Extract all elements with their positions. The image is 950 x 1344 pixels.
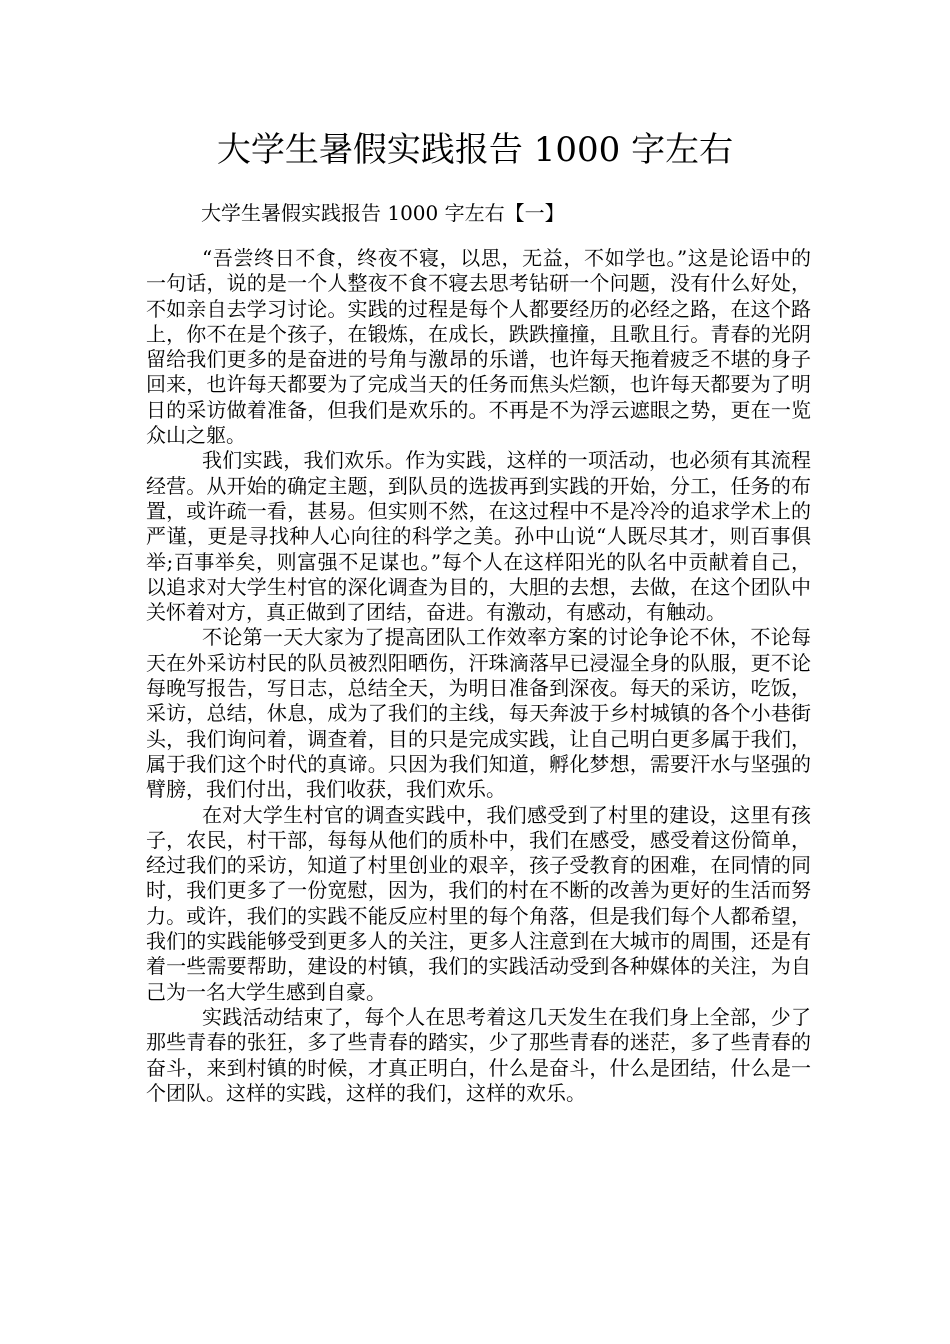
paragraph-5: 实践活动结束了，每个人在思考着这几天发生在我们身上全部，少了那些青春的张狂，多了些青春的踏实，少了那些青春的迷茫，多了些青春的奋斗，来到村镇的时候，才真正明白，什么是奋斗，什么是团结，什么是一个团队。这样的实践，这样的我们，这样的欢乐。: [146, 1004, 811, 1105]
paragraph-3: 不论第一天大家为了提高团队工作效率方案的讨论争论不休，不论每天在外采访村民的队员被烈阳晒伤，汗珠滴落早已浸湿全身的队服，更不论每晚写报告，写日志，总结全天，为明日准备到深夜。每天的采访，吃饭，采访，总结，休息，成为了我们的主线，每天奔波于乡村城镇的各个小巷街头，我们询问着，调查着，目的只是完成实践，让自己明白更多属于我们，属于我们这个时代的真谛。只因为我们知道，孵化梦想，需要汗水与坚强的臂膀，我们付出，我们收获，我们欢乐。: [146, 625, 811, 802]
paragraph-1: “吾尝终日不食，终夜不寝，以思，无益，不如学也。”这是论语中的一句话，说的是一个人整夜不食不寝去思考钻研一个问题，没有什么好处，不如亲自去学习讨论。实践的过程是每个人都要经历的必经之路，在这个路上，你不在是个孩子，在锻炼，在成长，跌跌撞撞，且歌且行。青春的光阴留给我们更多的是奋进的号角与激昂的乐谱，也许每天拖着疲乏不堪的身子回来，也许每天都要为了完成当天的任务而焦头烂额，也许每天都要为了明日的采访做着准备，但我们是欢乐的。不再是不为浮云遮眼之势，更在一览众山之躯。: [146, 246, 811, 448]
document-title: 大学生暑假实践报告 1000 字左右: [216, 130, 734, 170]
document-body: [146, 246, 811, 1106]
paragraph-4: 在对大学生村官的调查实践中，我们感受到了村里的建设，这里有孩子，农民，村干部，每每从他们的质朴中，我们在感受，感受着这份简单，经过我们的采访，知道了村里创业的艰辛，孩子受教育的困难，在同情的同时，我们更多了一份宽慰，因为，我们的村在不断的改善为更好的生活而努力。或许，我们的实践不能反应村里的每个角落，但是我们每个人都希望，我们的实践能够受到更多人的关注，更多人注意到在大城市的周围，还是有着一些需要帮助，建设的村镇，我们的实践活动受到各种媒体的关注，为自己为一名大学生感到自豪。: [146, 802, 811, 1004]
section-heading: 大学生暑假实践报告 1000 字左右【一】: [201, 201, 565, 225]
paragraph-2: 我们实践，我们欢乐。作为实践，这样的一项活动，也必须有其流程经营。从开始的确定主题，到队员的选拔再到实践的开始，分工，任务的布置，或许疏一看，甚易。但实则不然，在这过程中不是冷冷的追求学术上的严谨，更是寻找种人心向往的科学之美。孙中山说“人既尽其才，则百事俱举;百事举矣，则富强不足谋也。”每个人在这样阳光的队名中贡献着自己，以追求对大学生村官的深化调查为目的，大胆的去想，去做，在这个团队中关怀着对方，真正做到了团结，奋进。有激动，有感动，有触动。: [146, 448, 811, 625]
